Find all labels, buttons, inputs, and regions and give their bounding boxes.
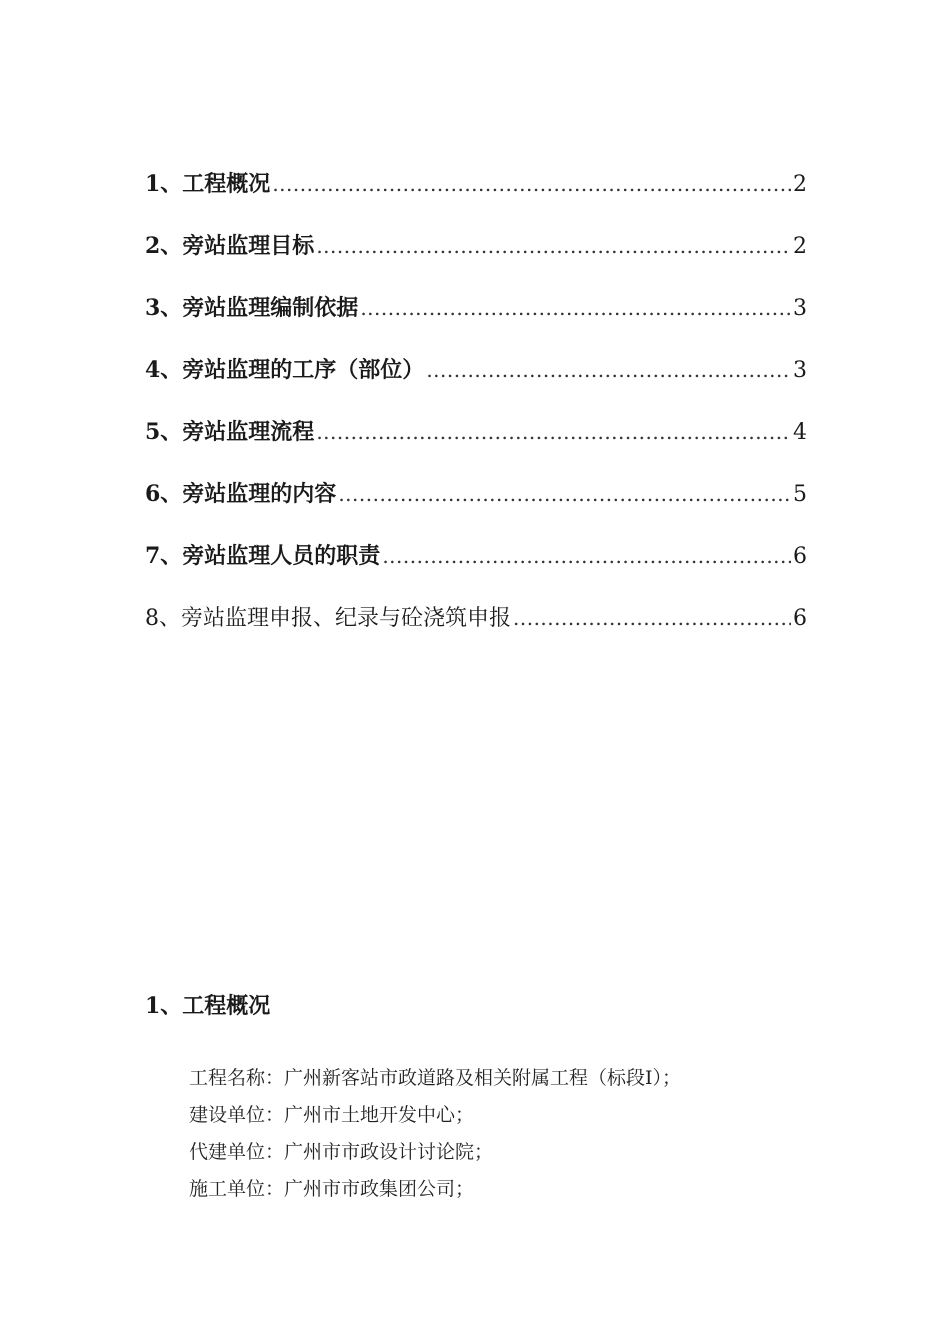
toc-entry-label: 8、旁站监理申报、纪录与砼浇筑申报 <box>145 606 511 631</box>
toc-entry-label: 7、旁站监理人员的职责 <box>145 543 381 569</box>
toc-entry-page: 3 <box>793 358 807 383</box>
toc-entry-page: 2 <box>793 172 807 197</box>
toc-dot-leader <box>272 166 791 202</box>
agent-builder-line: 代建单位：广州市市政设计讨论院； <box>189 1141 494 1163</box>
toc-entry[interactable] <box>145 166 807 228</box>
toc-dot-leader <box>382 538 791 574</box>
owner-line: 建设单位：广州市土地开发中心； <box>189 1104 475 1126</box>
toc-dot-leader <box>513 600 791 636</box>
toc-entry-page: 6 <box>793 606 807 631</box>
toc-entry-page: 3 <box>793 296 807 321</box>
contractor-line: 施工单位：广州市市政集团公司； <box>189 1178 475 1200</box>
toc-entry[interactable] <box>145 476 807 538</box>
toc-dot-leader <box>316 414 791 450</box>
toc-entry-page: 4 <box>793 420 807 445</box>
toc-entry-page: 5 <box>793 482 807 507</box>
toc-entry-label: 4、旁站监理的工序（部位） <box>145 357 425 383</box>
toc-entry[interactable] <box>145 228 807 290</box>
toc-entry-label: 5、旁站监理流程 <box>145 419 315 445</box>
section-heading: 1、工程概况 <box>145 993 271 1019</box>
toc-entry[interactable] <box>145 414 807 476</box>
toc-entry-page: 6 <box>793 544 807 569</box>
toc-entry-label: 2、旁站监理目标 <box>145 233 315 259</box>
toc-entry-label: 1、工程概况 <box>145 171 271 197</box>
table-of-contents <box>145 166 807 662</box>
project-name-line: 工程名称：广州新客站市政道路及相关附属工程（标段Ⅰ）； <box>189 1067 682 1089</box>
toc-dot-leader <box>316 228 791 264</box>
toc-dot-leader <box>360 290 791 326</box>
project-info <box>189 1060 809 1208</box>
toc-entry[interactable] <box>145 600 807 662</box>
toc-entry-label: 3、旁站监理编制依据 <box>145 295 359 321</box>
toc-entry[interactable] <box>145 290 807 352</box>
toc-entry-page: 2 <box>793 234 807 259</box>
toc-dot-leader <box>426 352 791 388</box>
toc-entry[interactable] <box>145 352 807 414</box>
toc-entry-label: 6、旁站监理的内容 <box>145 481 337 507</box>
toc-dot-leader <box>338 476 791 512</box>
toc-entry[interactable] <box>145 538 807 600</box>
